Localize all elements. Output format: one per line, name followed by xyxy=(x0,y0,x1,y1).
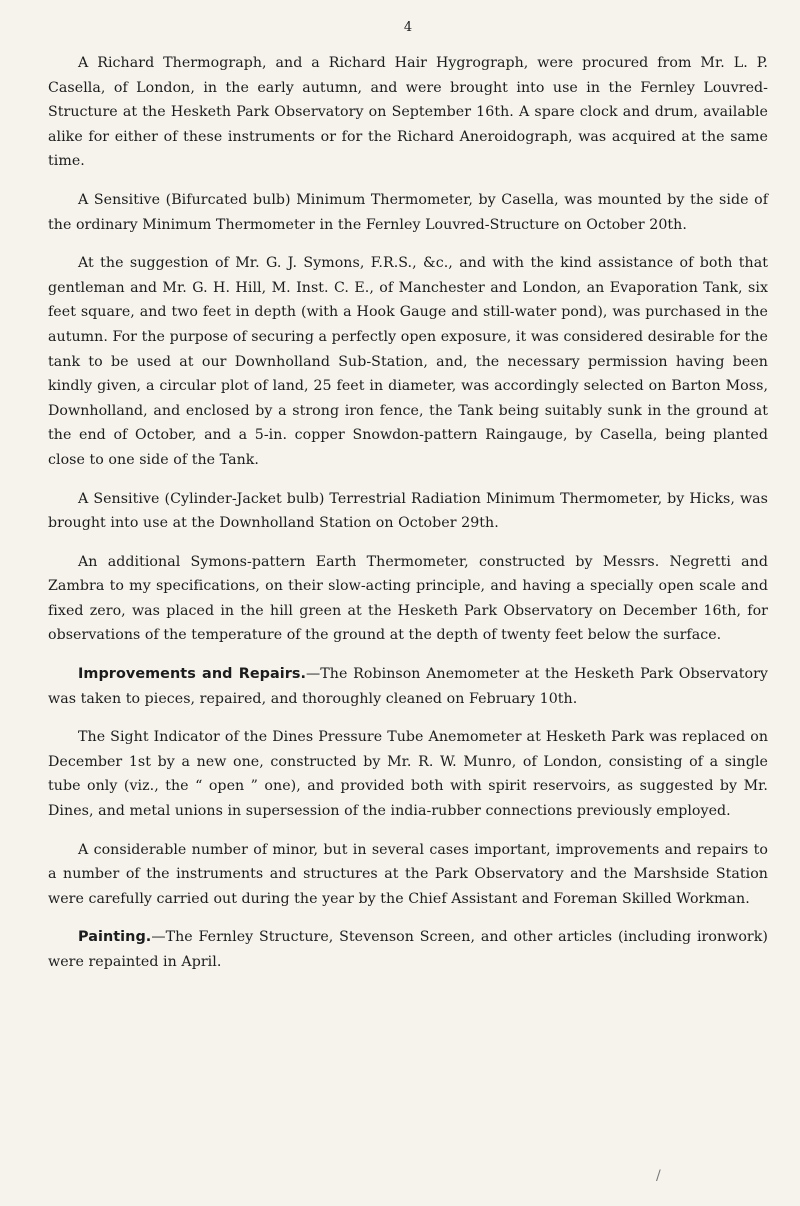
page-number: 4 xyxy=(403,20,413,35)
paragraph-minimum-thermometer xyxy=(48,188,768,237)
paragraph-text: A considerable number of minor, but in several cases important, improvements and repairs to a number of the instruments and structures at the Park Observatory and the Marshside Station were carefully carried out during the year by the Chief Assistant and Foreman Skilled Workman. xyxy=(48,841,768,907)
paragraph-text: —The Robinson Anemometer at the Hesketh Park Observatory was taken to pieces, repaired, and thoroughly cleaned on February 10th. xyxy=(48,666,768,707)
paragraph-evaporation-tank xyxy=(48,251,768,472)
paragraph-minor-repairs xyxy=(48,838,768,912)
document-page xyxy=(48,20,768,989)
paragraph-improvements xyxy=(48,662,768,711)
paragraph-text: An additional Symons-pattern Earth Thermometer, constructed by Messrs. Negretti and Zambra to my specifications, on their slow-acting principle, and having a specially open scale and fixed zero, was placed in the hill green at the Hesketh Park Observatory on December 16th, for observations of the temperature of the ground at the depth of twenty feet below the surface. xyxy=(48,553,768,644)
bottom-mark: / xyxy=(656,1168,661,1184)
paragraph-text: At the suggestion of Mr. G. J. Symons, F.R.S., &c., and with the kind assistance of both that gentleman and Mr. G. H. Hill, M. Inst. C. E., of Manchester and London, an Evaporation Tank, six feet square, and two feet in depth (with a Hook Gauge and still-water pond), was purchased in the autumn. For the purpose of securing a perfectly open exposure, it was considered desirable for the tank to be used at our Downholland Sub-Station, and, the necessary permission having been kindly given, a circular plot of land, 25 feet in diameter, was accordingly selected on Barton Moss, Downholland, and enclosed by a strong iron fence, the Tank being suitably sunk in the ground at the end of October, and a 5-in. copper Snowdon-pattern Raingauge, by Casella, being planted close to one side of the Tank. xyxy=(48,255,768,468)
paragraph-text: A Sensitive (Cylinder-Jacket bulb) Terrestrial Radiation Minimum Thermometer, by Hicks, was brought into use at the Downholland Station on October 29th. xyxy=(48,490,768,532)
paragraph-text: —The Fernley Structure, Stevenson Screen, and other articles (including ironwork) were repainted in April. xyxy=(48,929,768,970)
paragraph-text: A Sensitive (Bifurcated bulb) Minimum Thermometer, by Casella, was mounted by the side of the ordinary Minimum Thermometer in the Fernley Louvred-Structure on October 20th. xyxy=(48,191,768,233)
paragraph-thermograph xyxy=(48,51,768,174)
paragraph-text: The Sight Indicator of the Dines Pressure Tube Anemometer at Hesketh Park was replaced on December 1st by a new one, constructed by Mr. R. W. Munro, of London, consisting of a single tube only (viz., the “ open ” one), and provided both with spirit reservoirs, as suggested by Mr. Dines, and metal unions in supersession of the india-rubber connections previously employed. xyxy=(48,729,768,820)
section-heading-painting: Painting. xyxy=(78,929,152,946)
paragraph-sight-indicator xyxy=(48,725,768,823)
paragraph-painting xyxy=(48,925,768,974)
paragraph-radiation-thermometer xyxy=(48,487,768,536)
paragraph-earth-thermometer xyxy=(48,550,768,648)
paragraph-text: A Richard Thermograph, and a Richard Hair Hygrograph, were procured from Mr. L. P. Casella, of London, in the early autumn, and were brought into use in the Fernley Louvred-Structure at the Hesketh Park Observatory on September 16th. A spare clock and drum, available alike for either of these instruments or for the Richard Aneroidograph, was acquired at the same time. xyxy=(48,55,768,170)
section-heading-improvements: Improvements and Repairs. xyxy=(78,666,307,683)
